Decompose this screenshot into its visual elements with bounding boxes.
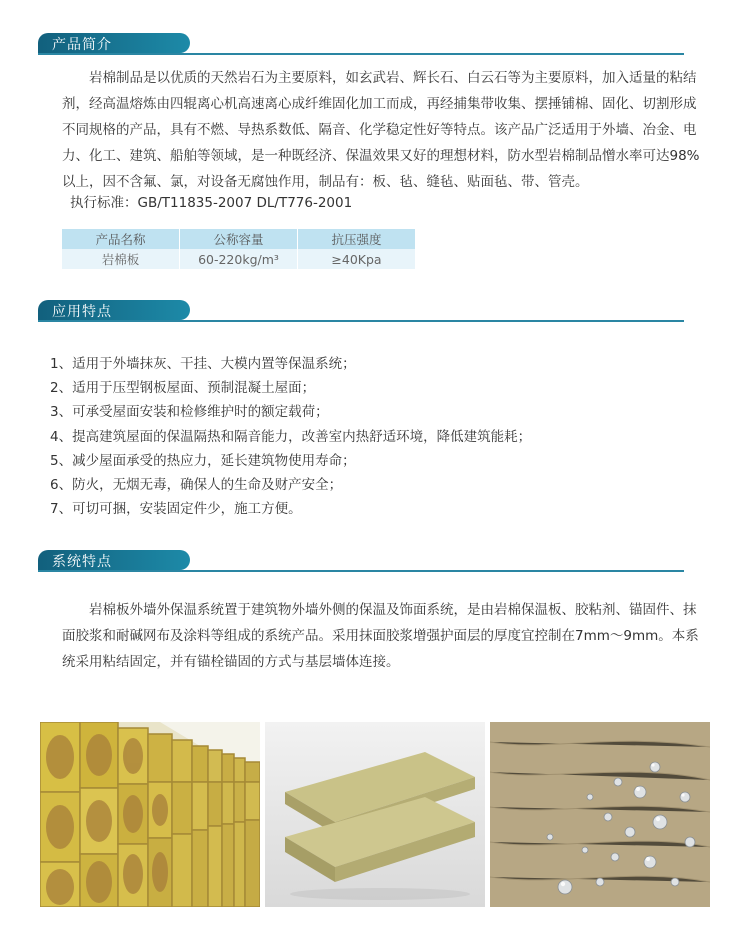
table-header-density: 公称容量 [180,229,298,249]
list-item: 6、防火，无烟无毒，确保人的生命及财产安全； [50,476,343,493]
list-item: 3、可承受屋面安装和检修维护时的额定载荷； [50,404,329,421]
list-item: 5、减少屋面承受的热应力，延长建筑物使用寿命； [50,452,356,469]
section-divider [38,570,684,572]
table-header-product-name: 产品名称 [62,229,180,249]
table-header-row [62,229,416,249]
section-title-pill [38,33,190,53]
list-item: 1、适用于外墙抹灰、干挂、大模内置等保温系统； [50,356,356,372]
section-header-features [38,300,684,322]
stacked-rock-wool-bundles-photo [40,722,260,907]
table-cell-density: 60-220kg/m³ [180,249,298,269]
section-divider [38,53,684,55]
system-paragraph-text: 岩棉板外墙外保温系统置于建筑物外墙外侧的保温及饰面系统，是由岩棉保温板、胶粘剂、锚固件、抹面胶浆和耐碱网布及涂料等组成的系统产品。采用抹面胶浆增强护面层的厚度宜控制在7mm～9mm。本系统采用粘结固定，并有锚栓锚固的方式与基层墙体连接。 [62,602,699,670]
system-paragraph [62,597,702,675]
section-title: 系统特点 [52,554,112,570]
intro-paragraph-text: 岩棉制品是以优质的天然岩石为主要原料，如玄武岩、辉长石、白云石等为主要原料，加入适量的粘结剂，经高温熔炼由四辊离心机高速离心成纤维固化加工而成，再经捕集带收集、摆捶铺棉、固化、切割形成不同规格的产品，具有不燃、导热系数低、隔音、化学稳定性好等特点。该产品广泛适用于外墙、冶金、电力、化工、建筑、船舶等领域，是一种既经济、保温效果又好的理想材料，防水型岩棉制品憎水率可达98%以上，因不含氟、氯，对设备无腐蚀作用，制品有：板、毡、缝毡、贴面毡、带、管壳。 [62,70,700,190]
section-title: 产品简介 [52,37,112,53]
rock-wool-boards-photo [265,722,485,907]
list-item: 4、提高建筑屋面的保温隔热和隔音能力，改善室内热舒适环境，降低建筑能耗； [50,428,532,445]
list-item: 7、可切可捆，安装固定件少，施工方便。 [50,501,302,518]
list-item: 2、适用于压型钢板屋面、预制混凝土屋面； [50,380,316,397]
section-title: 应用特点 [52,304,112,320]
table-cell-compressive-strength: ≥40Kpa [298,249,416,269]
execution-standard: 执行标准：GB/T11835-2007 DL/T776-2001 [70,195,353,211]
section-title-pill [38,550,190,570]
feature-list [50,352,531,521]
intro-paragraph [62,65,702,195]
section-title-pill [38,300,190,320]
table-cell-product-name: 岩棉板 [62,249,180,269]
section-divider [38,320,684,322]
spec-table [62,229,416,269]
section-header-system [38,550,684,572]
section-header-intro [38,33,684,55]
water-repellent-surface-closeup-photo [490,722,710,907]
table-row [62,249,416,269]
table-header-compressive-strength: 抗压强度 [298,229,416,249]
